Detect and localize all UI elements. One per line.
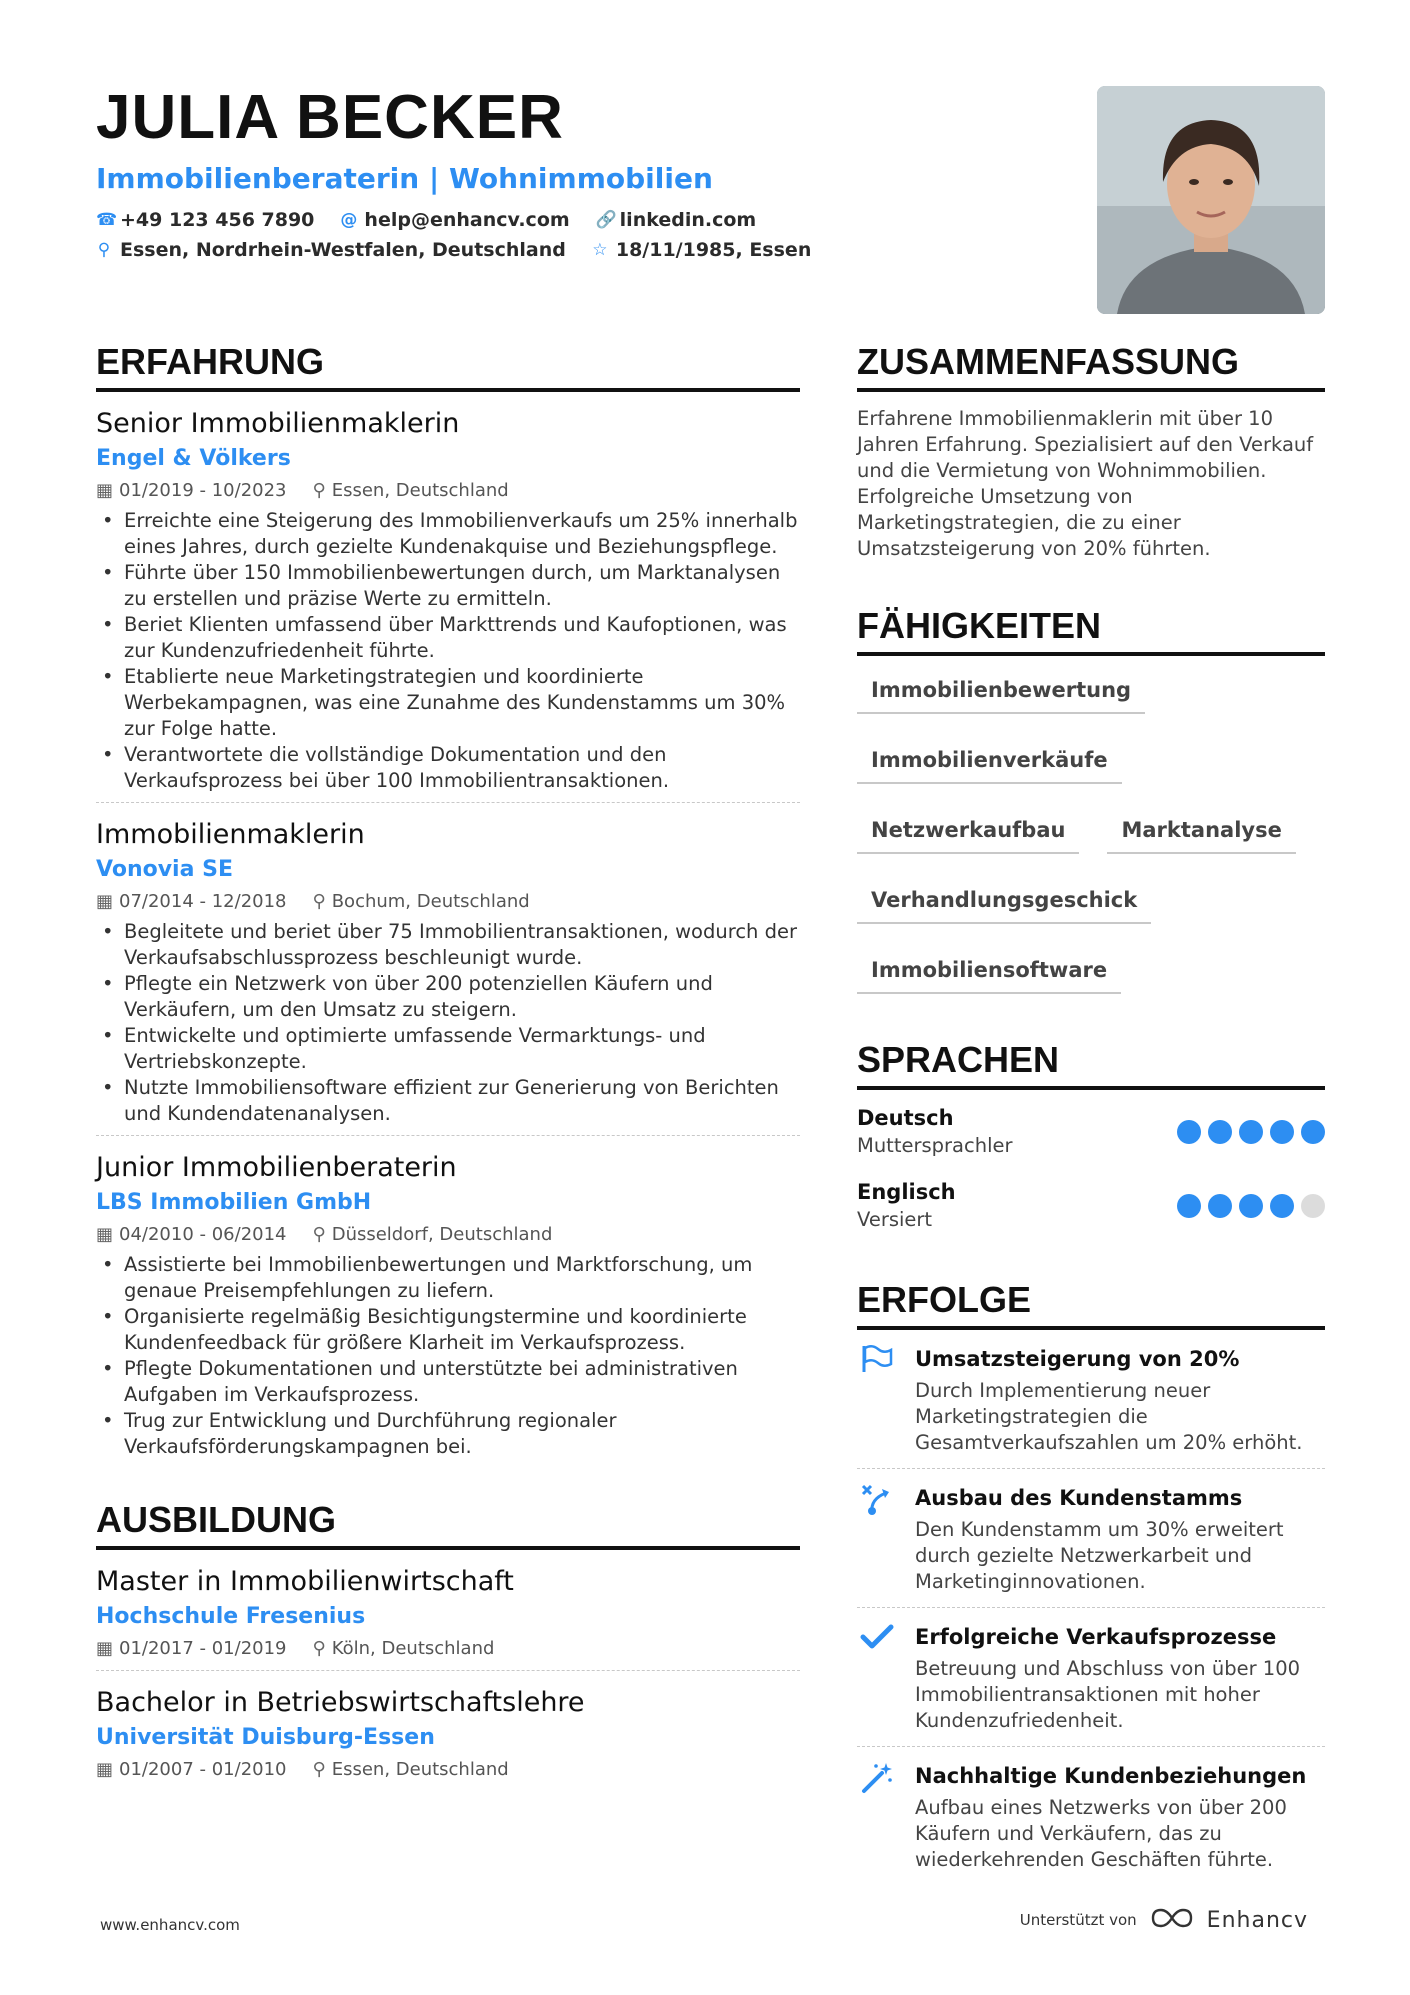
phone-contact <box>96 209 314 231</box>
job-role: Senior Immobilienmaklerin <box>96 408 460 439</box>
education-heading: AUSBILDUNG <box>96 1498 800 1550</box>
achievements-heading: ERFOLGE <box>857 1278 1325 1330</box>
rating-dot-empty <box>1301 1194 1325 1218</box>
education-location: Köln, Deutschland <box>331 1638 495 1659</box>
linkedin-contact[interactable] <box>596 209 757 231</box>
achievement-item <box>857 1330 1325 1469</box>
job-bullet: • Etablierte neue Marketingstrategien und koordinierte Werbekampagnen, was eine Zunahme des Kundenstamms um 30% zur Folge hatte. <box>96 664 800 742</box>
job-meta <box>96 1222 800 1248</box>
birth-text: 18/11/1985, Essen <box>615 239 812 261</box>
right-column <box>857 340 1325 1885</box>
language-level: Versiert <box>857 1208 933 1231</box>
map-pin-icon: ⚲ <box>312 891 326 912</box>
job-meta <box>96 889 800 915</box>
skill-tag: Marktanalyse <box>1107 812 1295 854</box>
calendar-icon: ▦ <box>96 1224 114 1245</box>
language-item <box>857 1104 1325 1160</box>
job-bullet: • Pflegte ein Netzwerk von über 200 potenziellen Käufern und Verkäufern, um den Umsatz zu steigern. <box>96 971 800 1023</box>
map-pin-icon: ⚲ <box>312 1759 326 1780</box>
rating-dot-filled <box>1208 1120 1232 1144</box>
location-text: Essen, Nordrhein-Westfalen, Deutschland <box>120 239 566 261</box>
job-bullet: • Führte über 150 Immobilienbewertungen durch, um Marktanalysen zu erstellen und präzise Werte zu ermitteln. <box>96 560 800 612</box>
birth-contact <box>592 239 811 261</box>
skill-tag: Immobilienbewertung <box>857 672 1145 714</box>
school: Universität Duisburg-Essen <box>96 1725 435 1750</box>
languages-heading: SPRACHEN <box>857 1038 1325 1090</box>
map-pin-icon: ⚲ <box>312 1224 326 1245</box>
skill-tag: Immobilienverkäufe <box>857 742 1122 784</box>
achievement-item <box>857 1608 1325 1747</box>
language-rating <box>1177 1120 1325 1144</box>
job-bullet: • Begleitete und beriet über 75 Immobilientransaktionen, wodurch der Verkaufsabschlussprozess beschleunigt wurde. <box>96 919 800 971</box>
skills-list <box>857 672 1325 994</box>
language-name: Deutsch <box>857 1106 954 1130</box>
job-bullet: • Trug zur Entwicklung und Durchführung regionaler Verkaufsförderungskampagnen bei. <box>96 1408 800 1460</box>
job-bullet: • Pflegte Dokumentationen und unterstützte bei administrativen Aufgaben im Verkaufsprozess. <box>96 1356 800 1408</box>
achievement-title: Erfolgreiche Verkaufsprozesse <box>915 1625 1277 1649</box>
left-column <box>96 340 800 1791</box>
job-location: Bochum, Deutschland <box>331 891 530 912</box>
achievement-title: Umsatzsteigerung von 20% <box>915 1347 1240 1371</box>
job-dates: 07/2014 - 12/2018 <box>119 891 287 912</box>
job-meta <box>96 478 800 504</box>
achievement-title: Nachhaltige Kundenbeziehungen <box>915 1764 1307 1788</box>
contact-info <box>96 209 996 261</box>
map-pin-icon: ⚲ <box>312 480 326 501</box>
job-company: Vonovia SE <box>96 857 233 882</box>
degree: Bachelor in Betriebswirtschaftslehre <box>96 1687 585 1718</box>
job-bullet: • Organisierte regelmäßig Besichtigungstermine und koordinierte Kundenfeedback für größere Klarheit im Verkaufsprozess. <box>96 1304 800 1356</box>
job-bullets <box>96 508 800 794</box>
education-meta <box>96 1757 800 1783</box>
job-bullet: • Entwickelte und optimierte umfassende Vermarktungs- und Vertriebskonzepte. <box>96 1023 800 1075</box>
education-dates: 01/2017 - 01/2019 <box>119 1638 287 1659</box>
skills-heading: FÄHIGKEITEN <box>857 604 1325 656</box>
job-location: Düsseldorf, Deutschland <box>331 1224 553 1245</box>
powered-by-text: Unterstützt von <box>1019 1911 1137 1929</box>
at-icon: @ <box>340 210 358 230</box>
candidate-name: JULIA BECKER <box>96 83 564 152</box>
flag-icon <box>857 1344 897 1456</box>
summary-text: Erfahrene Immobilienmaklerin mit über 10 Jahren Erfahrung. Spezialisiert auf den Verkauf und die Vermietung von Wohnimmobilien. Erfolgreiche Umsetzung von Marketingstrategien, die zu einer Umsatzsteigerung von 20% führten. <box>857 407 1314 560</box>
candidate-title: Immobilienberaterin | Wohnimmobilien <box>96 162 713 195</box>
linkedin-text[interactable]: linkedin.com <box>619 209 757 231</box>
brand-name: Enhancv <box>1206 1907 1308 1933</box>
calendar-icon: ▦ <box>96 1759 114 1780</box>
skill-tag: Verhandlungsgeschick <box>857 882 1151 924</box>
language-rating <box>1177 1194 1325 1218</box>
achievement-title: Ausbau des Kundenstamms <box>915 1486 1243 1510</box>
rating-dot-filled <box>1208 1194 1232 1218</box>
job-bullet: • Erreichte eine Steigerung des Immobilienverkaufs um 25% innerhalb eines Jahres, durch gezielte Kundenakquise und Beziehungspflege. <box>96 508 800 560</box>
rating-dot-filled <box>1177 1194 1201 1218</box>
school: Hochschule Fresenius <box>96 1604 366 1629</box>
education-meta <box>96 1636 800 1662</box>
strategy-icon <box>857 1483 897 1595</box>
enhancv-logo-icon <box>1149 1906 1195 1934</box>
job-location: Essen, Deutschland <box>331 480 509 501</box>
achievement-desc: Durch Implementierung neuer Marketingstrategien die Gesamtverkaufszahlen um 20% erhöht. <box>915 1379 1303 1454</box>
summary-heading: ZUSAMMENFASSUNG <box>857 340 1325 392</box>
achievement-item <box>857 1747 1325 1885</box>
rating-dot-filled <box>1301 1120 1325 1144</box>
calendar-icon: ▦ <box>96 1638 114 1659</box>
profile-photo <box>1097 86 1325 314</box>
job-dates: 01/2019 - 10/2023 <box>119 480 287 501</box>
phone-icon: ☎ <box>96 210 118 230</box>
link-icon: 🔗 <box>595 210 617 230</box>
education-dates: 01/2007 - 01/2010 <box>119 1759 287 1780</box>
calendar-icon: ▦ <box>96 480 114 501</box>
job-role: Junior Immobilienberaterin <box>96 1152 457 1183</box>
star-icon: ☆ <box>592 240 608 260</box>
resume-header <box>96 82 996 269</box>
education-entry <box>96 1671 800 1791</box>
job-bullet: • Verantwortete die vollständige Dokumentation und den Verkaufsprozess bei über 100 Immobilientransaktionen. <box>96 742 800 794</box>
check-icon <box>857 1622 897 1734</box>
email-text[interactable]: help@enhancv.com <box>364 209 570 231</box>
language-level: Muttersprachler <box>857 1134 1013 1157</box>
portrait-image <box>1097 86 1325 314</box>
achievement-desc: Den Kundenstamm um 30% erweitert durch gezielte Netzwerkarbeit und Marketinginnovationen. <box>915 1518 1284 1593</box>
education-location: Essen, Deutschland <box>331 1759 509 1780</box>
calendar-icon: ▦ <box>96 891 114 912</box>
magic-wand-icon <box>857 1761 897 1873</box>
rating-dot-filled <box>1239 1194 1263 1218</box>
experience-heading: ERFAHRUNG <box>96 340 800 392</box>
footer-powered <box>1020 1906 1308 1934</box>
job-bullet: • Beriet Klienten umfassend über Markttrends und Kaufoptionen, was zur Kundenzufriedenheit führte. <box>96 612 800 664</box>
experience-entry <box>96 392 800 803</box>
skill-tag: Immobiliensoftware <box>857 952 1121 994</box>
map-pin-icon: ⚲ <box>312 1638 326 1659</box>
rating-dot-filled <box>1177 1120 1201 1144</box>
achievement-desc: Betreuung und Abschluss von über 100 Immobilientransaktionen mit hoher Kundenzufriedenheit. <box>915 1657 1301 1732</box>
experience-entry <box>96 1136 800 1468</box>
education-entry <box>96 1550 800 1671</box>
degree: Master in Immobilienwirtschaft <box>96 1566 514 1597</box>
job-role: Immobilienmaklerin <box>96 819 365 850</box>
map-pin-icon: ⚲ <box>97 240 111 260</box>
email-contact[interactable] <box>340 209 569 231</box>
job-company: Engel & Völkers <box>96 446 291 471</box>
phone-text: +49 123 456 7890 <box>120 209 315 231</box>
achievement-desc: Aufbau eines Netzwerks von über 200 Käufern und Verkäufern, das zu wiederkehrenden Geschäften führte. <box>915 1796 1287 1871</box>
job-dates: 04/2010 - 06/2014 <box>119 1224 287 1245</box>
job-bullets <box>96 1252 800 1460</box>
job-company: LBS Immobilien GmbH <box>96 1190 372 1215</box>
language-name: Englisch <box>857 1180 956 1204</box>
job-bullets <box>96 919 800 1127</box>
rating-dot-filled <box>1270 1194 1294 1218</box>
rating-dot-filled <box>1270 1120 1294 1144</box>
rating-dot-filled <box>1239 1120 1263 1144</box>
achievement-item <box>857 1469 1325 1608</box>
footer-website[interactable]: www.enhancv.com <box>100 1916 240 1934</box>
job-bullet: • Nutzte Immobiliensoftware effizient zur Generierung von Berichten und Kundendatenanalysen. <box>96 1075 800 1127</box>
job-bullet: • Assistierte bei Immobilienbewertungen und Marktforschung, um genaue Preisempfehlungen zu liefern. <box>96 1252 800 1304</box>
experience-entry <box>96 803 800 1136</box>
language-item <box>857 1178 1325 1234</box>
location-contact <box>96 239 566 261</box>
skill-tag: Netzwerkaufbau <box>857 812 1079 854</box>
